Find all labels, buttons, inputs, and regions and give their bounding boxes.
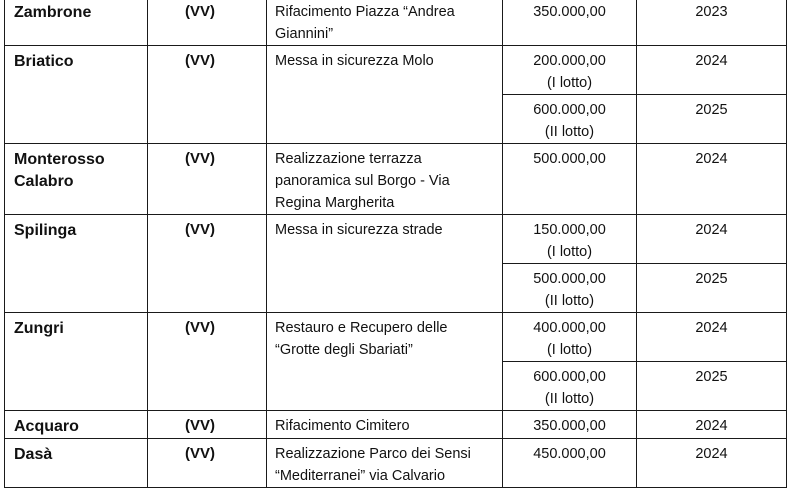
- amount-number: 350.000,00: [533, 4, 606, 20]
- project-description-line: Rifacimento Piazza “Andrea: [275, 4, 455, 20]
- project-description: [267, 46, 502, 72]
- province-cell: [148, 0, 267, 46]
- amount-value: [503, 313, 636, 361]
- project-description-line: Rifacimento Cimitero: [275, 418, 410, 434]
- municipality-cell: [5, 313, 148, 411]
- year-cell: [637, 264, 787, 313]
- province-cell: [148, 439, 267, 488]
- year-value: 2024: [695, 320, 728, 336]
- province-code: (VV): [185, 319, 215, 336]
- province-code: (VV): [185, 417, 215, 434]
- table-row: [5, 411, 787, 439]
- municipality-name: Monterosso Calabro: [14, 151, 105, 190]
- amount-number: 500.000,00: [533, 151, 606, 167]
- lot-label: (I lotto): [546, 244, 593, 260]
- municipality-name: Dasà: [14, 446, 53, 463]
- municipality-cell: [5, 439, 148, 488]
- project-description: [267, 313, 502, 361]
- amount-cell: [503, 215, 637, 264]
- municipality-name: Acquaro: [14, 418, 79, 435]
- project-cell: [267, 411, 503, 439]
- table-row: [5, 0, 787, 46]
- amount-value: [503, 439, 636, 465]
- amount-cell: [503, 0, 637, 46]
- project-description-line: “Mediterranei” via Calvario: [275, 468, 446, 484]
- year-cell: [637, 144, 787, 215]
- year-cell: [637, 439, 787, 488]
- project-description-line: Regina Margherita: [275, 195, 395, 211]
- year-value: 2024: [695, 151, 728, 167]
- year-cell: [637, 0, 787, 46]
- year-value: 2024: [695, 222, 728, 238]
- year-value: 2025: [695, 369, 728, 385]
- year-cell: [637, 95, 787, 144]
- municipality-cell: [5, 411, 148, 439]
- year-value: 2025: [695, 102, 728, 118]
- amount-number: 400.000,00: [533, 320, 606, 336]
- lot-label: (I lotto): [546, 75, 593, 91]
- table-row: [5, 439, 787, 488]
- table-row: [5, 215, 787, 264]
- amount-number: 500.000,00: [533, 271, 606, 287]
- project-description: [267, 215, 502, 241]
- project-description-line: Realizzazione terrazza: [275, 151, 422, 167]
- year-value: 2024: [695, 446, 728, 462]
- project-cell: [267, 144, 503, 215]
- municipality-cell: [5, 144, 148, 215]
- project-description-line: Restauro e Recupero delle: [275, 320, 448, 336]
- amount-number: 450.000,00: [533, 446, 606, 462]
- funding-table: [4, 0, 787, 488]
- municipality-name: Briatico: [14, 53, 74, 70]
- project-description: [267, 144, 502, 214]
- project-description-line: Giannini”: [275, 26, 334, 42]
- amount-cell: [503, 264, 637, 313]
- province-code: (VV): [185, 221, 215, 238]
- lot-label: (II lotto): [544, 124, 595, 140]
- year-cell: [637, 215, 787, 264]
- lot-label: (II lotto): [544, 391, 595, 407]
- amount-value: [503, 95, 636, 143]
- amount-cell: [503, 439, 637, 488]
- amount-value: [503, 362, 636, 410]
- amount-cell: [503, 362, 637, 411]
- amount-number: 350.000,00: [533, 418, 606, 434]
- project-cell: [267, 215, 503, 313]
- project-description: [267, 411, 502, 437]
- province-cell: [148, 313, 267, 411]
- province-cell: [148, 215, 267, 313]
- project-cell: [267, 439, 503, 488]
- amount-value: [503, 264, 636, 312]
- municipality-name: Zambrone: [14, 4, 92, 21]
- project-description: [267, 439, 502, 487]
- amount-cell: [503, 313, 637, 362]
- year-cell: [637, 411, 787, 439]
- province-code: (VV): [185, 3, 215, 20]
- amount-number: 600.000,00: [533, 102, 606, 118]
- project-description-line: “Grotte degli Sbariati”: [275, 342, 413, 358]
- project-description-line: Messa in sicurezza Molo: [275, 53, 434, 69]
- project-description: [267, 0, 502, 45]
- municipality-name: Spilinga: [14, 222, 77, 239]
- table-row: [5, 46, 787, 95]
- amount-cell: [503, 411, 637, 439]
- project-description-line: Realizzazione Parco dei Sensi: [275, 446, 471, 462]
- municipality-cell: [5, 46, 148, 144]
- amount-value: [503, 215, 636, 263]
- amount-cell: [503, 46, 637, 95]
- year-cell: [637, 313, 787, 362]
- year-value: 2024: [695, 418, 728, 434]
- province-code: (VV): [185, 150, 215, 167]
- amount-cell: [503, 95, 637, 144]
- amount-cell: [503, 144, 637, 215]
- table-row: [5, 313, 787, 362]
- project-description-line: panoramica sul Borgo - Via: [275, 173, 450, 189]
- municipality-name: Zungri: [14, 320, 64, 337]
- province-cell: [148, 46, 267, 144]
- year-cell: [637, 46, 787, 95]
- province-cell: [148, 144, 267, 215]
- municipality-cell: [5, 0, 148, 46]
- year-value: 2024: [695, 53, 728, 69]
- year-value: 2025: [695, 271, 728, 287]
- project-description-line: Messa in sicurezza strade: [275, 222, 443, 238]
- amount-value: [503, 0, 636, 23]
- lot-label: (II lotto): [544, 293, 595, 309]
- province-cell: [148, 411, 267, 439]
- amount-value: [503, 411, 636, 437]
- amount-number: 200.000,00: [533, 53, 606, 69]
- amount-value: [503, 46, 636, 94]
- amount-value: [503, 144, 636, 170]
- province-code: (VV): [185, 445, 215, 462]
- project-cell: [267, 46, 503, 144]
- year-cell: [637, 362, 787, 411]
- amount-number: 600.000,00: [533, 369, 606, 385]
- municipality-cell: [5, 215, 148, 313]
- lot-label: (I lotto): [546, 342, 593, 358]
- project-cell: [267, 313, 503, 411]
- project-cell: [267, 0, 503, 46]
- province-code: (VV): [185, 52, 215, 69]
- year-value: 2023: [695, 4, 728, 20]
- amount-number: 150.000,00: [533, 222, 606, 238]
- table-row: [5, 144, 787, 215]
